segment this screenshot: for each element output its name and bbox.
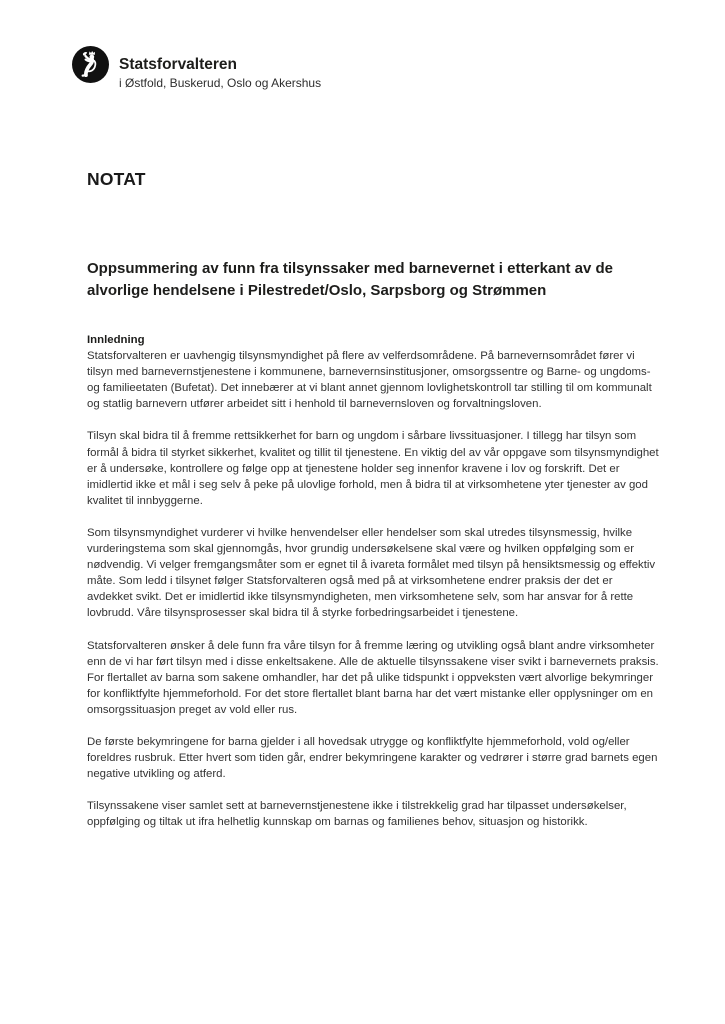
norwegian-lion-emblem-icon	[72, 46, 109, 83]
org-identity	[119, 46, 321, 90]
letterhead	[72, 46, 321, 90]
body-paragraph: Statsforvalteren er uavhengig tilsynsmyndighet på flere av velferdsområdene. På barnevernsområdet fører vi tilsyn med barnevernstjenestene i kommunene, barnevernsinstitusjoner, omsorgssentre og Barne- og ungdoms- og familieetaten (Bufetat). Det innebærer at vi blant annet gjennom lovlighetskontroll tar stilling til om kommunalt og statlig barnevern utfører arbeidet sitt i henhold til barnevernsloven og forvaltningsloven.	[87, 350, 652, 411]
document-body	[87, 332, 660, 846]
body-paragraph: Tilsyn skal bidra til å fremme rettsikkerhet for barn og ungdom i sårbare livssituasjoner. I tillegg har tilsyn som formål å bidra til styrket sikkerhet, kvalitet og tillit til tjenestene. En viktig del av vår oppgave som tilsynsmyndighet er å undersøke, kontrollere og følge opp at tjenestene holder seg innenfor kravene i lov og forskrift. Det er imidlertid ikke et mål i seg selv å peke på ulovlige forhold, men å bidra til at virksomhetene yter tjenester av god kvalitet til innbyggerne.	[87, 430, 659, 507]
body-paragraph: Tilsynssakene viser samlet sett at barnevernstjenestene ikke i tilstrekkelig grad har tilpasset undersøkelser, oppfølging og tiltak ut ifra helhetlig kunnskap om barnas og familienes behov, situasjon og historikk.	[87, 800, 627, 829]
body-paragraph: Som tilsynsmyndighet vurderer vi hvilke henvendelser eller hendelser som skal utredes tilsynsmessig, hvilke vurderingstema som skal gjennomgås, hvor grundig undersøkelsene skal være og hvilken oppfølging som er nødvendig. Vi velger fremgangsmåter som er egnet til å ivareta formålet med tilsyn på hensiktsmessig og effektiv måte. Som ledd i tilsynet følger Statsforvalteren også med på at virksomhetene endrer praksis der det er avdekket svikt. Det er imidlertid ikke tilsynsmyndigheten, men virksomhetene selv, som har ansvar for å rette lovbrudd. Våre tilsynsprosesser skal bidra til å styrke forbedringsarbeidet i tjenestene.	[87, 526, 656, 620]
document-kind-label: NOTAT	[87, 169, 146, 189]
body-paragraph: Statsforvalteren ønsker å dele funn fra våre tilsyn for å fremme læring og utvikling også blant andre virksomheter enn de vi har ført tilsyn med i disse enkeltsakene. Alle de aktuelle tilsynssakene viser svikt i barnevernets praksis. For flertallet av barna som sakene omhandler, har det på ulike tidspunkt i oppveksten vært alvorlige bekymringer for konfliktfylte hjemmeforhold. For det store flertallet blant barna har det vært mistanke eller opplysninger om en omsorgssituasjon preget av vold eller rus.	[87, 639, 659, 716]
body-paragraph: De første bekymringene for barna gjelder i all hovedsak utrygge og konfliktfylte hjemmeforhold, vold og/eller foreldres rusbruk. Etter hvert som tiden går, endrer bekymringene karakter og vedrører i større grad barnets egen negative utvikling og atferd.	[87, 735, 658, 781]
org-name: Statsforvalteren	[119, 56, 238, 73]
section-heading: Innledning	[87, 334, 145, 346]
org-region: i Østfold, Buskerud, Oslo og Akershus	[119, 76, 322, 91]
document-title: Oppsummering av funn fra tilsynssaker med barnevernet i etterkant av de alvorlige hendelsene i Pilestredet/Oslo, Sarpsborg og Strømmen	[87, 260, 614, 299]
